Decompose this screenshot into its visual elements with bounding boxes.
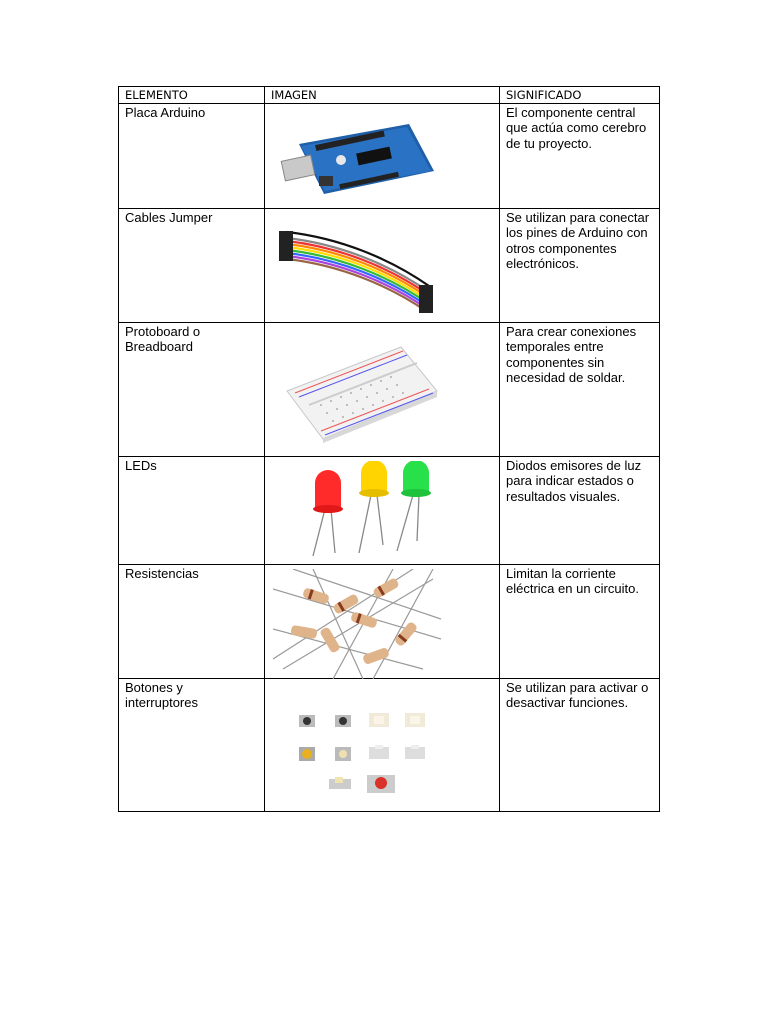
cell-significado: Se utilizan para conectar los pines de Arduino con otros componentes electrónicos. [500, 209, 660, 323]
buttons-image [291, 701, 441, 801]
leds-image [285, 461, 445, 563]
header-imagen: IMAGEN [265, 87, 500, 104]
resistors-image [273, 569, 441, 679]
table-row [119, 457, 660, 565]
cell-significado: El componente central que actúa como cerebro de tu proyecto. [500, 104, 660, 209]
cell-elemento: Placa Arduino [119, 104, 265, 209]
cell-imagen [265, 457, 500, 565]
header-significado: SIGNIFICADO [500, 87, 660, 104]
table-row [119, 679, 660, 812]
cell-elemento: Botones y interruptores [119, 679, 265, 812]
cell-imagen [265, 679, 500, 812]
table-row [119, 565, 660, 679]
cell-elemento: Resistencias [119, 565, 265, 679]
cell-imagen [265, 565, 500, 679]
header-elemento: ELEMENTO [119, 87, 265, 104]
cell-imagen [265, 104, 500, 209]
table-row [119, 323, 660, 457]
cell-imagen [265, 323, 500, 457]
breadboard-image [281, 343, 441, 443]
jumper-cables-image [279, 227, 444, 313]
table-header-row [119, 87, 660, 104]
cell-elemento: LEDs [119, 457, 265, 565]
components-table [118, 86, 660, 812]
cell-significado: Diodos emisores de luz para indicar estados o resultados visuales. [500, 457, 660, 565]
table-row [119, 209, 660, 323]
cell-imagen [265, 209, 500, 323]
cell-significado: Para crear conexiones temporales entre componentes sin necesidad de soldar. [500, 323, 660, 457]
cell-significado: Limitan la corriente eléctrica en un circuito. [500, 565, 660, 679]
cell-elemento: Protoboard o Breadboard [119, 323, 265, 457]
table-row [119, 104, 660, 209]
cell-significado: Se utilizan para activar o desactivar funciones. [500, 679, 660, 812]
arduino-board-image [279, 116, 439, 196]
cell-elemento: Cables Jumper [119, 209, 265, 323]
